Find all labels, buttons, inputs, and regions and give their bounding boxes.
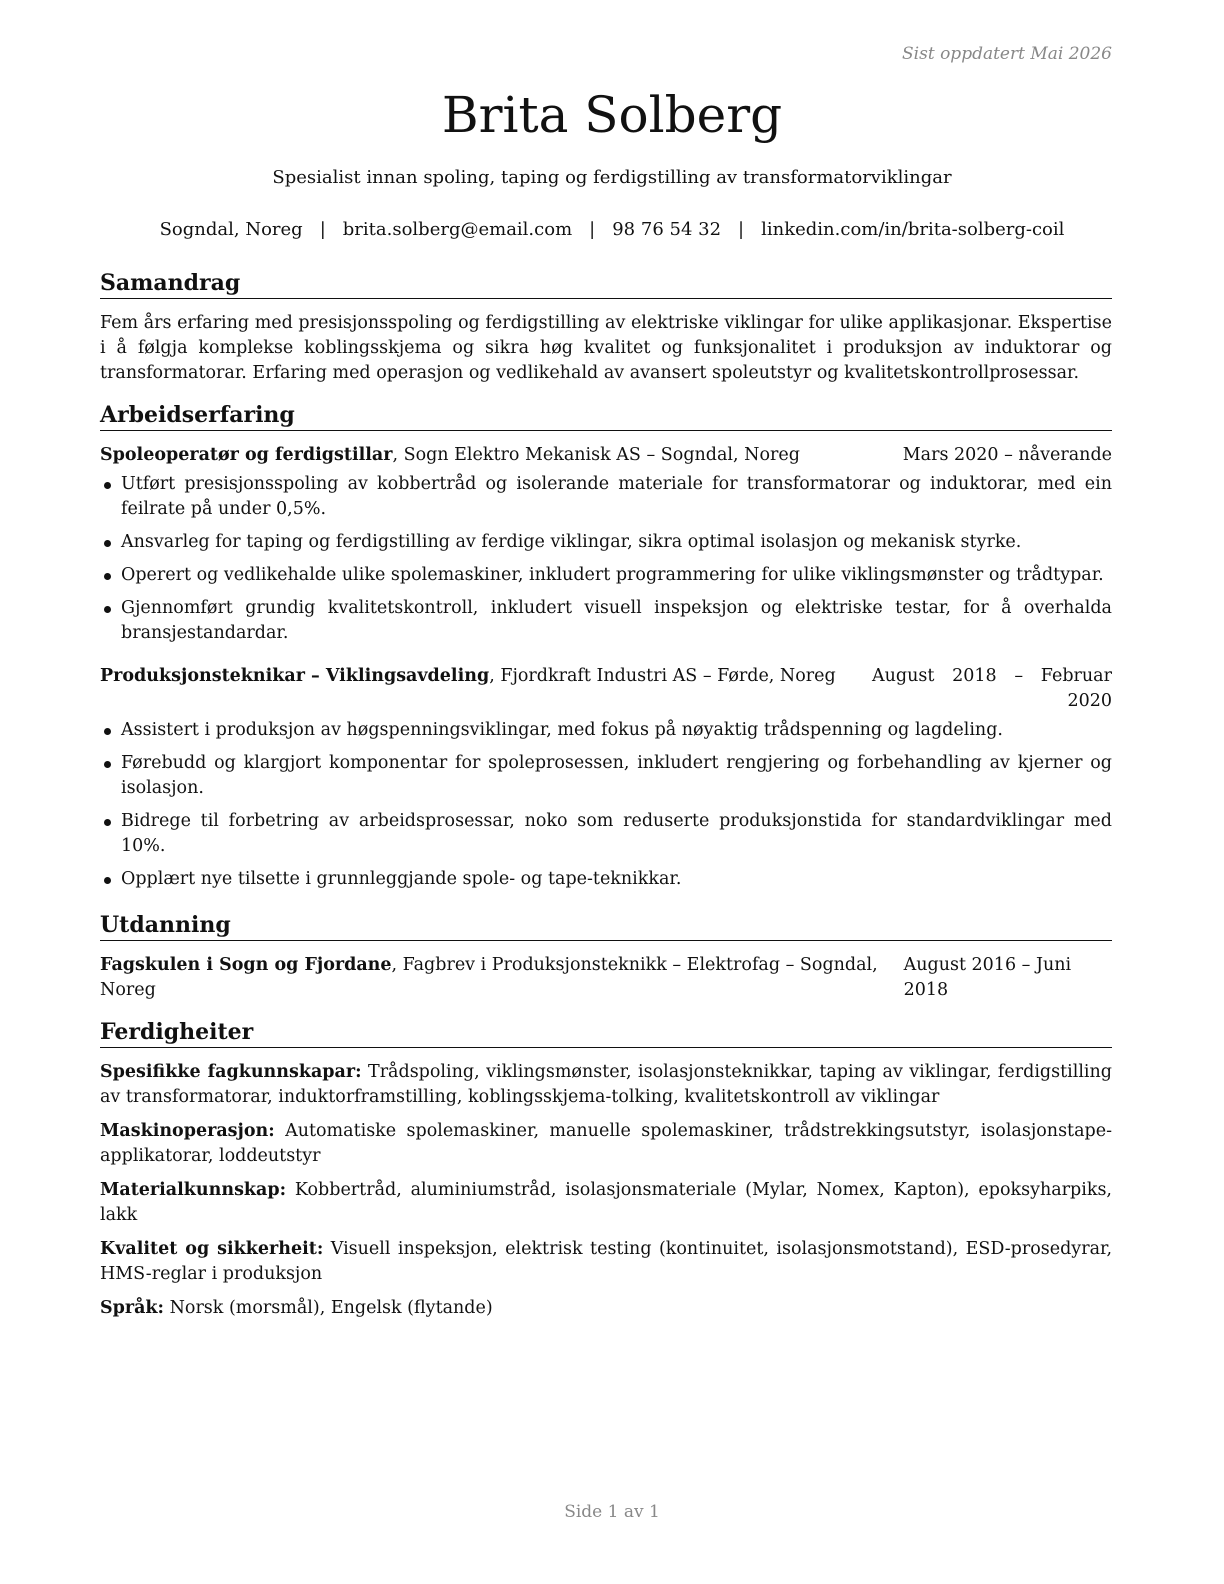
job-entry bbox=[100, 664, 1112, 892]
skill-row bbox=[100, 1237, 1112, 1287]
job-bullets bbox=[100, 718, 1112, 892]
section-title-experience: Arbeidserfaring bbox=[100, 400, 1112, 431]
contact-location: Sogndal, Noreg bbox=[159, 219, 303, 240]
job-title: Spoleoperatør og ferdigstillar bbox=[100, 445, 393, 465]
skill-label: Spesifikke fagkunnskapar: bbox=[100, 1062, 362, 1082]
section-title-summary: Samandrag bbox=[100, 268, 1112, 299]
skill-text: Automatiske spolemaskiner, manuelle spolemaskiner, trådstrekkingsutstyr, isolasjonstape-applikatorar, loddeutstyr bbox=[100, 1121, 1112, 1166]
job-dates: August 2018 – Februar 2020 bbox=[872, 666, 1112, 711]
candidate-name: Brita Solberg bbox=[441, 86, 783, 144]
contact-line bbox=[0, 219, 1224, 240]
resume-content bbox=[100, 268, 1112, 1330]
list-item: Utført presisjonsspoling av kobbertråd og isolerande materiale for transformatorar og induktorar, med ein feilrate på under 0,5%. bbox=[100, 472, 1112, 522]
job-company: , Sogn Elektro Mekanisk AS – Sogndal, Noreg bbox=[392, 445, 800, 465]
skill-text: Norsk (morsmål), Engelsk (flytande) bbox=[164, 1298, 493, 1318]
list-item: Førebudd og klargjort komponentar for spoleprosessen, inkludert rengjering og forbehandling av kjerner og isolasjon. bbox=[100, 751, 1112, 801]
job-header bbox=[100, 443, 1112, 468]
job-title: Produksjonsteknikar – Viklingsavdeling bbox=[100, 666, 490, 686]
list-item: Assistert i produksjon av høgspenningsviklingar, med fokus på nøyaktig trådspenning og lagdeling. bbox=[100, 718, 1112, 743]
education-entry bbox=[100, 953, 1112, 1003]
contact-phone: 98 76 54 32 bbox=[612, 219, 722, 240]
skill-row bbox=[100, 1178, 1112, 1228]
last-updated: Sist oppdatert Mai 2026 bbox=[902, 44, 1112, 64]
page-number: Side 1 av 1 bbox=[564, 1502, 660, 1522]
education-detail: , Fagbrev i Produksjonsteknikk – Elektrofag – Sogndal, Noreg bbox=[100, 955, 878, 1000]
list-item: Ansvarleg for taping og ferdigstilling av ferdige viklingar, sikra optimal isolasjon og mekanisk styrke. bbox=[100, 530, 1112, 555]
skill-row bbox=[100, 1060, 1112, 1110]
skill-row bbox=[100, 1296, 1112, 1321]
skill-row bbox=[100, 1119, 1112, 1169]
contact-email[interactable]: brita.solberg@email.com bbox=[342, 219, 573, 240]
education-school: Fagskulen i Sogn og Fjordane bbox=[100, 955, 392, 975]
contact-linkedin[interactable]: linkedin.com/in/brita-solberg-coil bbox=[761, 219, 1065, 240]
skill-label: Kvalitet og sikkerheit: bbox=[100, 1239, 324, 1259]
summary-text: Fem års erfaring med presisjonsspoling og ferdigstilling av elektriske viklingar for ulike applikasjonar. Ekspertise i å følgja komplekse koblingsskjema og sikra høg kvalitet og funksjonalitet i produksjon av induktorar og transformatorar. Erfaring med operasjon og vedlikehald av avansert spoleutstyr og kvalitetskontrollprosessar. bbox=[100, 313, 1112, 383]
headline: Spesialist innan spoling, taping og ferdigstilling av transformatorviklingar bbox=[272, 167, 952, 188]
skill-text: Trådspoling, viklingsmønster, isolasjonsteknikkar, taping av viklingar, ferdigstilling av transformatorar, induktorframstilling, koblingsskjema-tolking, kvalitetskontroll av viklingar bbox=[100, 1062, 1113, 1107]
skill-text: Visuell inspeksjon, elektrisk testing (kontinuitet, isolasjonsmotstand), ESD-prosedyrar, HMS-reglar i produksjon bbox=[100, 1239, 1113, 1284]
contact-separator: | bbox=[589, 219, 596, 240]
skill-label: Maskinoperasjon: bbox=[100, 1121, 275, 1141]
list-item: Opplært nye tilsette i grunnleggjande spole- og tape-teknikkar. bbox=[100, 867, 1112, 892]
job-company: , Fjordkraft Industri AS – Førde, Noreg bbox=[489, 666, 836, 686]
job-bullets bbox=[100, 472, 1112, 646]
section-title-education: Utdanning bbox=[100, 910, 1112, 941]
job-dates: Mars 2020 – nåverande bbox=[902, 445, 1112, 465]
skill-text: Kobbertråd, aluminiumstråd, isolasjonsmateriale (Mylar, Nomex, Kapton), epoksyharpiks, lakk bbox=[100, 1180, 1112, 1225]
contact-separator: | bbox=[738, 219, 745, 240]
job-header bbox=[100, 664, 1112, 714]
list-item: Gjennomført grundig kvalitetskontroll, inkludert visuell inspeksjon og elektriske testar, for å overhalda bransjestandardar. bbox=[100, 596, 1112, 646]
section-title-skills: Ferdigheiter bbox=[100, 1017, 1112, 1048]
skill-label: Språk: bbox=[100, 1298, 165, 1318]
education-dates: August 2016 – Juni 2018 bbox=[903, 955, 1072, 1000]
job-entry bbox=[100, 443, 1112, 646]
list-item: Bidrege til forbetring av arbeidsprosessar, noko som reduserte produksjonstida for standardviklingar med 10%. bbox=[100, 809, 1112, 859]
skill-label: Materialkunnskap: bbox=[100, 1180, 287, 1200]
contact-separator: | bbox=[319, 219, 326, 240]
list-item: Operert og vedlikehalde ulike spolemaskiner, inkludert programmering for ulike viklingsmønster og trådtypar. bbox=[100, 563, 1112, 588]
